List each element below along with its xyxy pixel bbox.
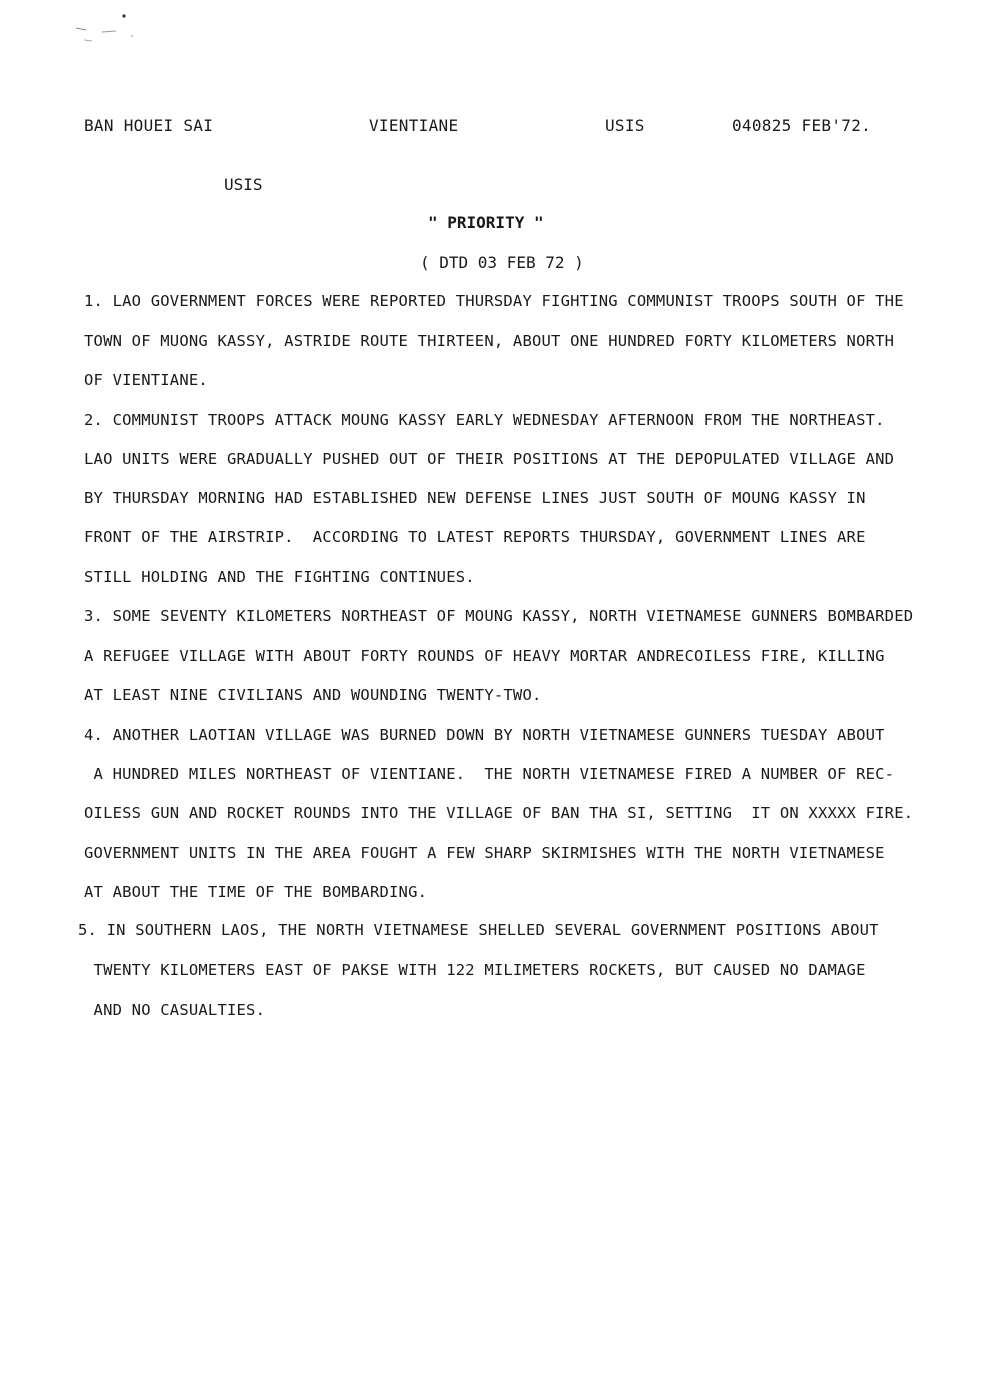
dated-line: ( DTD 03 FEB 72 ): [420, 253, 584, 272]
paragraph-line: 5. IN SOUTHERN LAOS, THE NORTH VIETNAMESE SHELLED SEVERAL GOVERNMENT POSITIONS ABOUT: [78, 921, 879, 939]
paragraph-line: OF VIENTIANE.: [84, 371, 208, 389]
header-datetime: 040825 FEB'72.: [732, 116, 872, 135]
header-origin: BAN HOUEI SAI: [84, 116, 214, 135]
paragraph-line: TOWN OF MUONG KASSY, ASTRIDE ROUTE THIRTEEN, ABOUT ONE HUNDRED FORTY KILOMETERS NORTH: [84, 332, 895, 350]
priority-marker: " PRIORITY ": [428, 213, 544, 232]
paragraph-line: BY THURSDAY MORNING HAD ESTABLISHED NEW DEFENSE LINES JUST SOUTH OF MOUNG KASSY IN: [84, 489, 866, 507]
paragraph-line: AND NO CASUALTIES.: [84, 1001, 266, 1019]
paragraph-line: GOVERNMENT UNITS IN THE AREA FOUGHT A FEW SHARP SKIRMISHES WITH THE NORTH VIETNAMESE: [84, 844, 885, 862]
paragraph-line: 1. LAO GOVERNMENT FORCES WERE REPORTED THURSDAY FIGHTING COMMUNIST TROOPS SOUTH OF THE: [84, 292, 904, 310]
paragraph-line: FRONT OF THE AIRSTRIP. ACCORDING TO LATEST REPORTS THURSDAY, GOVERNMENT LINES ARE: [84, 528, 866, 546]
paragraph-line: AT ABOUT THE TIME OF THE BOMBARDING.: [84, 883, 428, 901]
paragraph-line: TWENTY KILOMETERS EAST OF PAKSE WITH 122 MILIMETERS ROCKETS, BUT CAUSED NO DAMAGE: [84, 961, 866, 979]
paragraph-line: LAO UNITS WERE GRADUALLY PUSHED OUT OF THEIR POSITIONS AT THE DEPOPULATED VILLAGE AND: [84, 450, 895, 468]
paragraph-line: STILL HOLDING AND THE FIGHTING CONTINUES.: [84, 568, 475, 586]
header-place: VIENTIANE: [369, 116, 459, 135]
paragraph-line: AT LEAST NINE CIVILIANS AND WOUNDING TWENTY-TWO.: [84, 686, 542, 704]
scan-speck-mark: [72, 10, 142, 50]
paragraph-line: OILESS GUN AND ROCKET ROUNDS INTO THE VILLAGE OF BAN THA SI, SETTING IT ON XXXXX FIRE.: [84, 804, 914, 822]
paragraph-line: A REFUGEE VILLAGE WITH ABOUT FORTY ROUNDS OF HEAVY MORTAR ANDRECOILESS FIRE, KILLING: [84, 647, 885, 665]
header-agency: USIS: [605, 116, 645, 135]
paragraph-line: 4. ANOTHER LAOTIAN VILLAGE WAS BURNED DOWN BY NORTH VIETNAMESE GUNNERS TUESDAY ABOUT: [84, 726, 885, 744]
addressee: USIS: [224, 175, 263, 194]
paragraph-line: 3. SOME SEVENTY KILOMETERS NORTHEAST OF MOUNG KASSY, NORTH VIETNAMESE GUNNERS BOMBARDED: [84, 607, 914, 625]
paragraph-line: A HUNDRED MILES NORTHEAST OF VIENTIANE. THE NORTH VIETNAMESE FIRED A NUMBER OF REC-: [84, 765, 895, 783]
paragraph-line: 2. COMMUNIST TROOPS ATTACK MOUNG KASSY EARLY WEDNESDAY AFTERNOON FROM THE NORTHEAST.: [84, 411, 885, 429]
